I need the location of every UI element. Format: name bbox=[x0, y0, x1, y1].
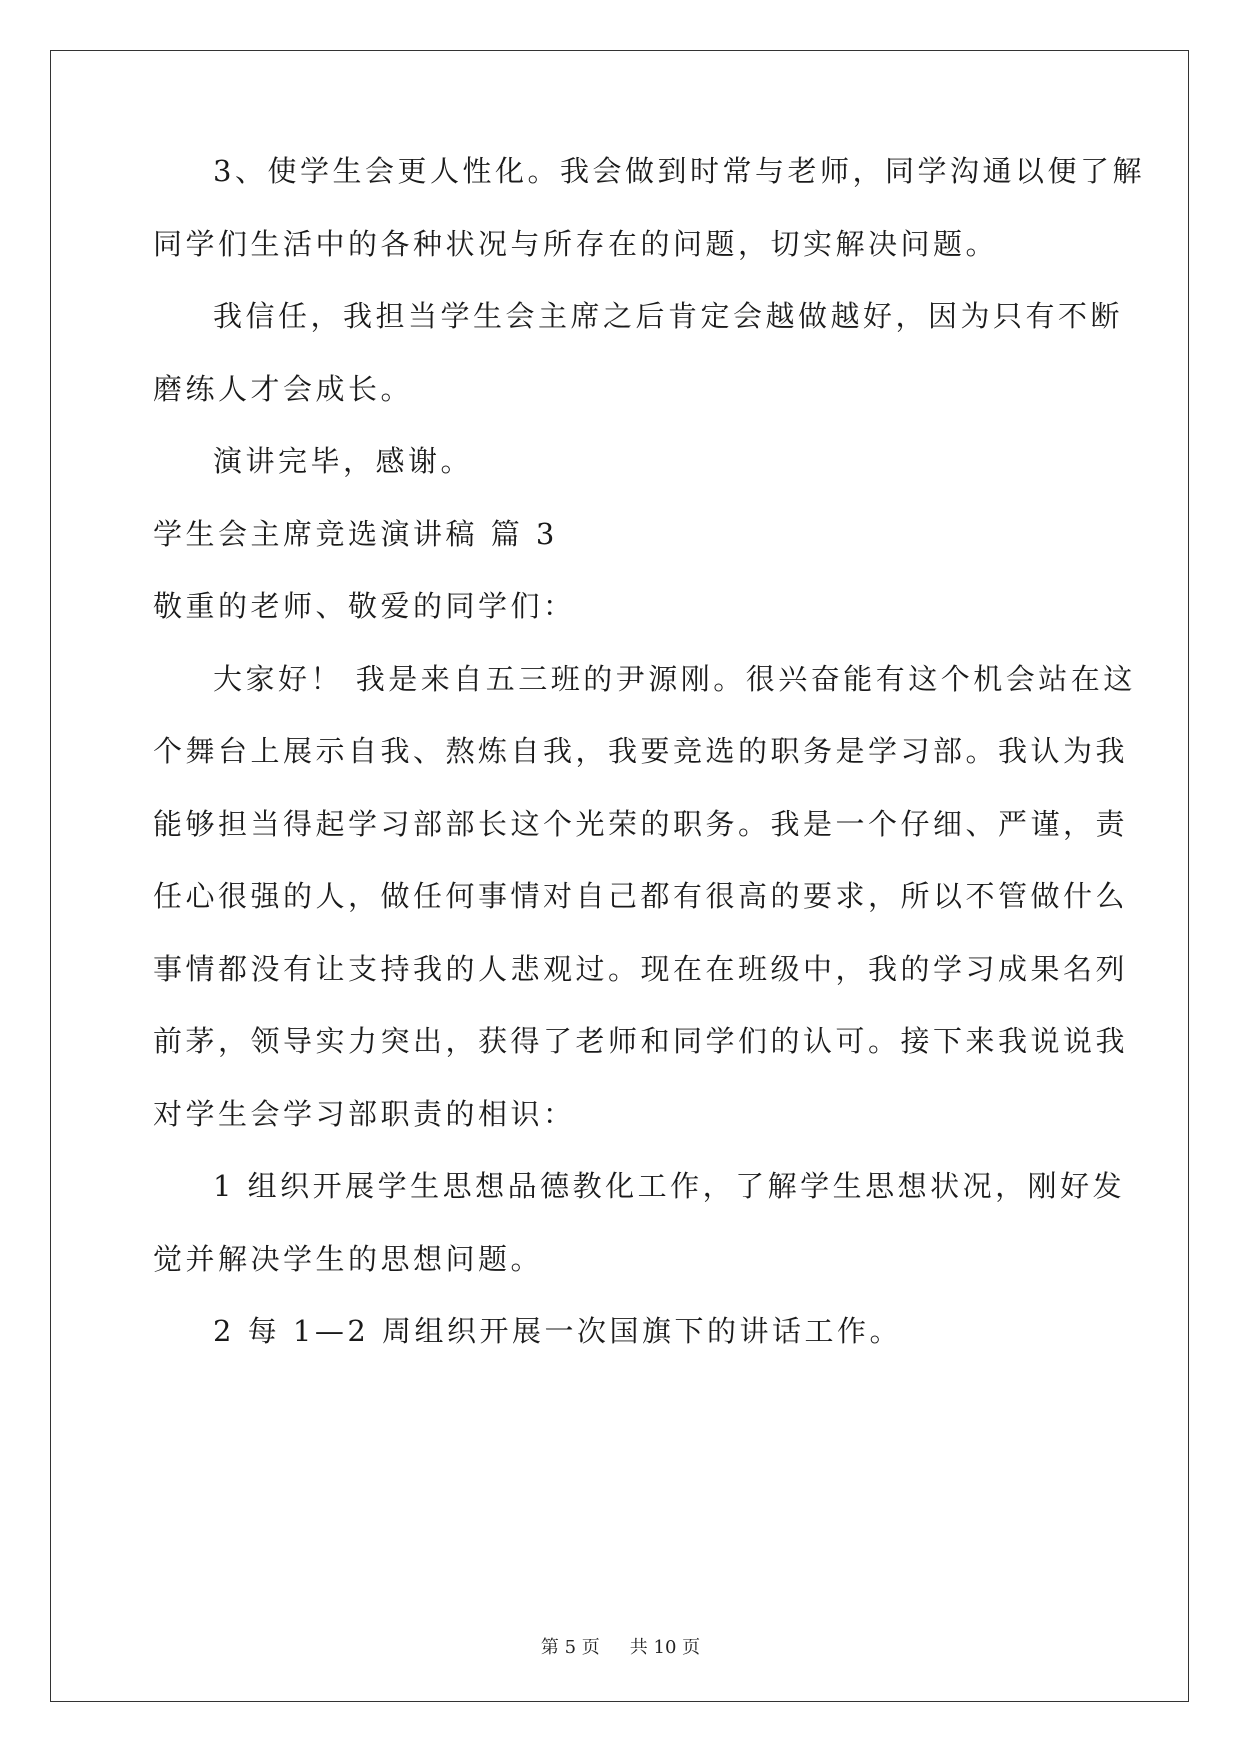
paragraph-line: 能够担当得起学习部部长这个光荣的职务。我是一个仔细、严谨，责 bbox=[153, 807, 1129, 841]
paragraph-line: 个舞台上展示自我、熬炼自我，我要竞选的职务是学习部。我认为我 bbox=[153, 734, 1129, 768]
paragraph-line: 演讲完毕，感谢。 bbox=[213, 444, 474, 478]
page-border bbox=[50, 50, 1189, 1702]
paragraph-line: 2 每 1—2 周组织开展一次国旗下的讲话工作。 bbox=[213, 1314, 903, 1348]
salutation: 敬重的老师、敬爱的同学们： bbox=[153, 589, 576, 623]
paragraph-line: 前茅，领导实力突出，获得了老师和同学们的认可。接下来我说说我 bbox=[153, 1024, 1129, 1058]
paragraph-line: 同学们生活中的各种状况与所存在的问题，切实解决问题。 bbox=[153, 227, 999, 261]
paragraph-line: 磨练人才会成长。 bbox=[153, 372, 414, 406]
paragraph-line: 1 组织开展学生思想品德教化工作，了解学生思想状况，刚好发 bbox=[213, 1169, 1126, 1203]
paragraph-line: 3、使学生会更人性化。我会做到时常与老师，同学沟通以便了解 bbox=[213, 154, 1145, 188]
paragraph-line: 大家好！ 我是来自五三班的尹源刚。很兴奋能有这个机会站在这 bbox=[213, 662, 1136, 696]
paragraph-line: 我信任，我担当学生会主席之后肯定会越做越好，因为只有不断 bbox=[213, 299, 1124, 333]
section-heading: 学生会主席竞选演讲稿 篇 3 bbox=[153, 517, 558, 551]
page-footer bbox=[0, 1633, 1241, 1659]
paragraph-line: 对学生会学习部职责的相识： bbox=[153, 1097, 576, 1131]
page-number: 第 5 页 bbox=[540, 1637, 600, 1658]
paragraph-line: 任心很强的人，做任何事情对自己都有很高的要求，所以不管做什么 bbox=[153, 879, 1129, 913]
page-total: 共 10 页 bbox=[629, 1637, 701, 1658]
paragraph-line: 觉并解决学生的思想问题。 bbox=[153, 1242, 544, 1276]
paragraph-line: 事情都没有让支持我的人悲观过。现在在班级中，我的学习成果名列 bbox=[153, 952, 1129, 986]
